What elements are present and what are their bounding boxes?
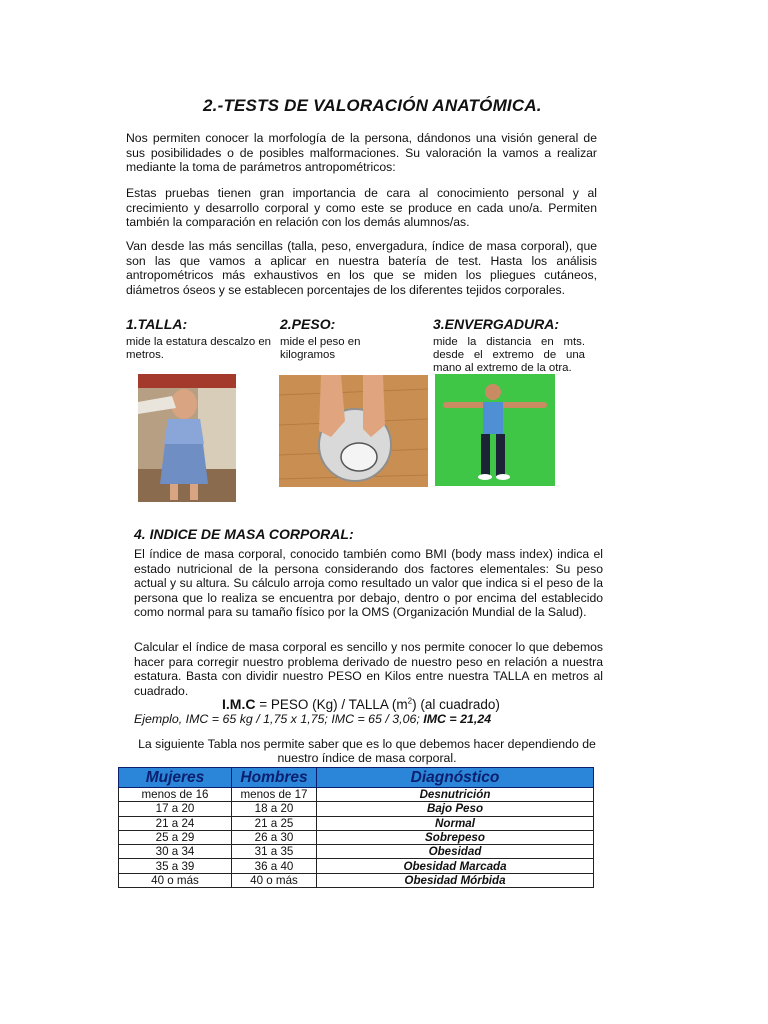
table-row xyxy=(119,816,594,830)
table-row xyxy=(119,859,594,873)
imc-formula xyxy=(222,696,500,712)
intro-paragraph-3: Van desde las más sencillas (talla, peso, envergadura, índice de masa corporal), que son las que vamos a aplicar en nuestra batería de test. Hasta los análisis antropométricos más exhaustivos en los que se miden los pliegues cutáneos, diámetros óseos y se establecen porcentajes de los diferentes tejidos corporales. xyxy=(126,239,597,297)
cell-hombres: 26 a 30 xyxy=(232,830,317,844)
cell-mujeres: menos de 16 xyxy=(119,788,232,802)
cell-hombres: 18 a 20 xyxy=(232,802,317,816)
formula-mid: = PESO (Kg) / TALLA (m xyxy=(255,697,408,712)
example-text: Ejemplo, IMC = 65 kg / 1,75 x 1,75; IMC = 65 / 3,06; xyxy=(134,712,424,726)
heading-talla: 1.TALLA: xyxy=(126,316,188,332)
cell-hombres: menos de 17 xyxy=(232,788,317,802)
caption-talla: mide la estatura descalzo en metros. xyxy=(126,336,271,361)
heading-envergadura: 3.ENVERGADURA: xyxy=(433,316,560,332)
photo-talla xyxy=(138,374,236,502)
cell-diagnostico: Obesidad Marcada xyxy=(317,859,594,873)
cell-mujeres: 30 a 34 xyxy=(119,845,232,859)
intro-paragraph-1: Nos permiten conocer la morfología de la persona, dándonos una visión general de sus posibilidades o de posibles malformaciones. Su valoración la vamos a realizar mediante la toma de parámetros antropométricos: xyxy=(126,131,597,175)
cell-mujeres: 25 a 29 xyxy=(119,830,232,844)
formula-end: ) (al cuadrado) xyxy=(412,697,500,712)
intro-paragraph-2: Estas pruebas tienen gran importancia de cara al conocimiento personal y al crecimiento y desarrollo corporal y como este se produce en cada uno/a. Permiten también la comparación en relación con los demás alumnos/as. xyxy=(126,186,597,230)
imc-example xyxy=(134,712,491,726)
formula-sup: 2 xyxy=(407,696,413,706)
table-intro: La siguiente Tabla nos permite saber que es lo que debemos hacer dependiendo de nuestro índice de masa corporal. xyxy=(138,737,596,765)
cell-diagnostico: Sobrepeso xyxy=(317,830,594,844)
cell-hombres: 40 o más xyxy=(232,873,317,887)
table-row xyxy=(119,802,594,816)
cell-mujeres: 21 a 24 xyxy=(119,816,232,830)
photo-envergadura xyxy=(435,374,555,486)
table-row xyxy=(119,845,594,859)
cell-hombres: 31 a 35 xyxy=(232,845,317,859)
photo-peso xyxy=(279,375,428,487)
table-header-row xyxy=(119,768,594,788)
caption-envergadura: mide la distancia en mts. desde el extremo de una mano al extremo de la otra. xyxy=(433,336,585,374)
col-mujeres: Mujeres xyxy=(119,768,232,788)
table-row xyxy=(119,873,594,887)
cell-mujeres: 40 o más xyxy=(119,873,232,887)
example-result: IMC = 21,24 xyxy=(423,712,492,726)
caption-peso: mide el peso en kilogramos xyxy=(280,336,361,361)
cell-diagnostico: Obesidad xyxy=(317,845,594,859)
cell-diagnostico: Obesidad Mórbida xyxy=(317,873,594,887)
page-title: 2.-TESTS DE VALORACIÓN ANATÓMICA. xyxy=(203,96,542,115)
cell-mujeres: 35 a 39 xyxy=(119,859,232,873)
imc-table xyxy=(118,767,594,888)
cell-mujeres: 17 a 20 xyxy=(119,802,232,816)
cell-hombres: 21 a 25 xyxy=(232,816,317,830)
heading-peso: 2.PESO: xyxy=(280,316,336,332)
cell-diagnostico: Desnutrición xyxy=(317,788,594,802)
heading-imc: 4. INDICE DE MASA CORPORAL: xyxy=(134,526,354,542)
imc-paragraph-1: El índice de masa corporal, conocido también como BMI (body mass index) indica el estado nutricional de la persona considerando dos factores elementales: Su peso actual y su altura. Su cálculo arroja como resultado un valor que indica si el peso de la persona que lo realiza se encuentra por debajo, dentro o por encima del establecido como normal para su tamaño físico por la OMS (Organización Mundial de la Salud). xyxy=(134,547,603,620)
cell-hombres: 36 a 40 xyxy=(232,859,317,873)
table-row xyxy=(119,830,594,844)
cell-diagnostico: Normal xyxy=(317,816,594,830)
cell-diagnostico: Bajo Peso xyxy=(317,802,594,816)
table-row xyxy=(119,788,594,802)
formula-label: I.M.C xyxy=(222,696,256,712)
col-hombres: Hombres xyxy=(232,768,317,788)
col-diagnostico: Diagnóstico xyxy=(317,768,594,788)
imc-paragraph-2: Calcular el índice de masa corporal es sencillo y nos permite conocer lo que debemos hacer para corregir nuestro problema derivado de nuestro peso en relación a nuestra estatura. Basta con dividir nuestro PESO en Kilos entre nuestra TALLA en metros al cuadrado. xyxy=(134,640,603,698)
